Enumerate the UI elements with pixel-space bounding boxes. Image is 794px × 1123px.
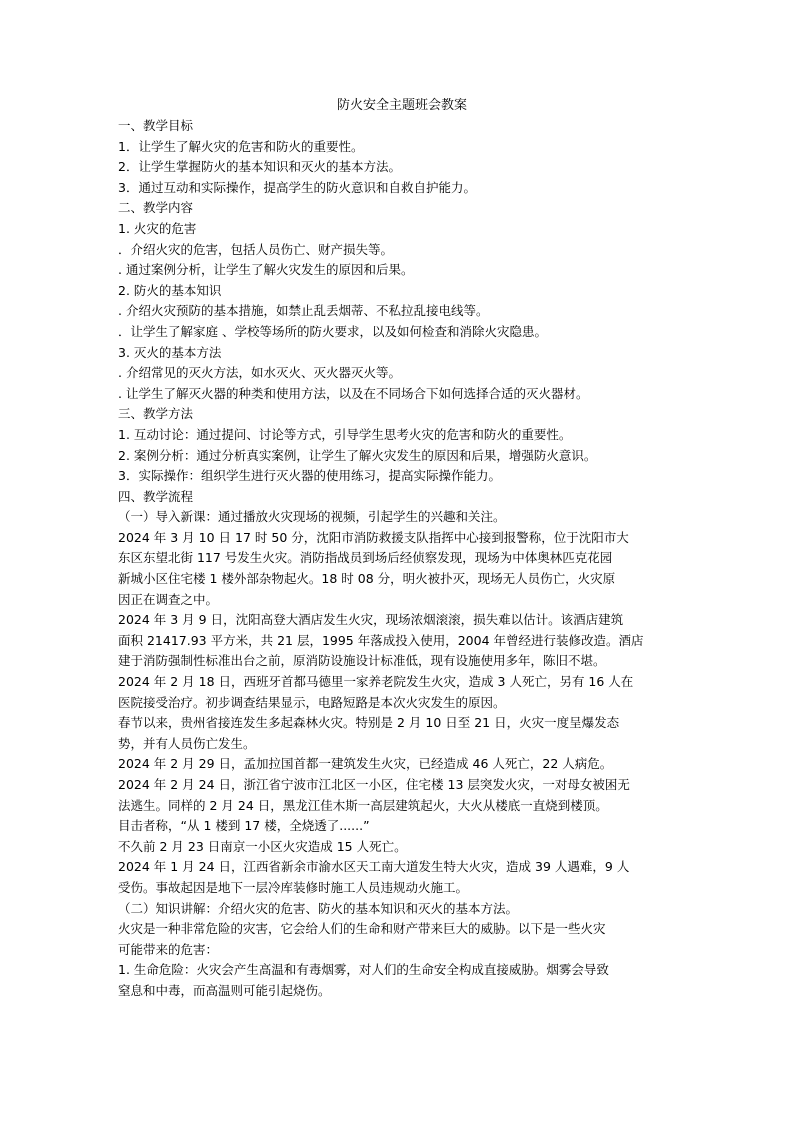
body-line: 1. 生命危险：火灾会产生高温和有毒烟雾，对人们的生命安全构成直接威胁。烟雾会导致 bbox=[118, 962, 609, 978]
body-line: . 介绍常见的灭火方法，如水灭火、灭火器灭火等。 bbox=[118, 365, 401, 381]
body-line: 2024 年 1 月 24 日，江西省新余市渝水区天工南大道发生特大火灾，造成 39 人遇难，9 人 bbox=[118, 859, 630, 875]
body-line: 医院接受治疗。初步调查结果显示，电路短路是本次火灾发生的原因。 bbox=[118, 694, 506, 710]
body-line: 法逃生。同样的 2 月 24 日，黑龙江佳木斯一高层建筑起火，大火从楼底一直烧到楼顶。 bbox=[118, 797, 608, 813]
body-line: 2024 年 2 月 29 日，孟加拉国首都一建筑发生火灾，已经造成 46 人死亡，22 人病危。 bbox=[118, 756, 613, 772]
body-line: 东区东望北街 117 号发生火灾。消防指战员到场后经侦察发现，现场为中体奥林匹克花园 bbox=[118, 550, 613, 566]
body-line: 面积 21417.93 平方米，共 21 层，1995 年落成投入使用，2004 年曾经进行装修改造。酒店 bbox=[118, 632, 644, 648]
body-line: 一、教学目标 bbox=[118, 118, 194, 133]
body-line: 3．通过互动和实际操作，提高学生的防火意识和自救自护能力。 bbox=[118, 179, 476, 195]
body-line: ．让学生了解家庭 、学校等场所的防火要求，以及如何检查和消除火灾隐患。 bbox=[118, 323, 547, 339]
body-line: 2．让学生掌握防火的基本知识和灭火的基本方法。 bbox=[118, 159, 401, 175]
body-line: 势，并有人员伤亡发生。 bbox=[118, 735, 256, 751]
body-line: 四、教学流程 bbox=[118, 488, 194, 504]
body-line: 2. 案例分析：通过分析真实案例，让学生了解火灾发生的原因和后果，增强防火意识。 bbox=[118, 447, 597, 463]
body-line: . 介绍火灾预防的基本措施，如禁止乱丢烟蒂、不私拉乱接电线等。 bbox=[118, 303, 489, 319]
body-line: 三、教学方法 bbox=[118, 406, 194, 422]
document-page bbox=[118, 96, 678, 1002]
body-line: 1．让学生了解火灾的危害和防火的重要性。 bbox=[118, 138, 364, 154]
body-line: 春节以来，贵州省接连发生多起森林火灾。特别是 2 月 10 日至 21 日，火灾一度呈爆发态 bbox=[118, 715, 620, 731]
body-line: （二）知识讲解：介绍火灾的危害、防火的基本知识和灭火的基本方法。 bbox=[118, 900, 519, 916]
body-line: 火灾是一种非常危险的灾害，它会给人们的生命和财产带来巨大的威胁。以下是一些火灾 bbox=[118, 921, 606, 937]
document-body bbox=[118, 116, 678, 1002]
body-line: 二、教学内容 bbox=[118, 200, 194, 216]
body-line: 1. 互动讨论：通过提问、讨论等方式，引导学生思考火灾的危害和防火的重要性。 bbox=[118, 426, 572, 442]
body-line: ．介绍火灾的危害，包括人员伤亡、财产损失等。 bbox=[118, 241, 394, 257]
body-line: （一）导入新课：通过播放火灾现场的视频，引起学生的兴趣和关注。 bbox=[118, 509, 506, 525]
body-line: . 通过案例分析，让学生了解火灾发生的原因和后果。 bbox=[118, 262, 414, 278]
body-line: 3．实际操作：组织学生进行灭火器的使用练习，提高实际操作能力。 bbox=[118, 468, 501, 484]
body-line: 2024 年 2 月 18 日，西班牙首都马德里一家养老院发生火灾，造成 3 人死亡，另有 16 人在 bbox=[118, 674, 634, 690]
body-line: . 让学生了解灭火器的种类和使用方法，以及在不同场合下如何选择合适的灭火器材。 bbox=[118, 385, 589, 401]
body-line: 建于消防强制性标准出台之前，原消防设施设计标准低，现有设施使用多年，陈旧不堪。 bbox=[118, 653, 606, 669]
body-line: 2024 年 2 月 24 日，浙江省宁波市江北区一小区，住宅楼 13 层突发火灾，一对母女被困无 bbox=[118, 777, 630, 792]
body-line: 2024 年 3 月 9 日，沈阳高登大酒店发生火灾，现场浓烟滚滚，损失难以估计。该酒店建筑 bbox=[118, 612, 624, 628]
body-line: 受伤。事故起因是地下一层冷库装修时施工人员违规动火施工。 bbox=[118, 879, 469, 895]
body-line: 因正在调查之中。 bbox=[118, 591, 219, 607]
body-line: 窒息和中毒，而高温则可能引起烧伤。 bbox=[118, 982, 331, 998]
body-line: 1. 火灾的危害 bbox=[118, 220, 197, 236]
document-title: 防火安全主题班会教案 bbox=[336, 98, 467, 113]
body-line: 2024 年 3 月 10 日 17 时 50 分，沈阳市消防救援支队指挥中心接到报警称，位于沈阳市大 bbox=[118, 529, 629, 545]
body-line: 可能带来的危害： bbox=[118, 941, 219, 957]
body-line: 目击者称，“从 1 楼到 17 楼，全烧透了......” bbox=[118, 818, 370, 834]
body-line: 新城小区住宅楼 1 楼外部杂物起火。18 时 08 分，明火被扑灭，现场无人员伤亡，火灾原 bbox=[118, 571, 616, 587]
body-line: 2. 防火的基本知识 bbox=[118, 282, 222, 298]
body-line: 3. 灭火的基本方法 bbox=[118, 344, 222, 360]
body-line: 不久前 2 月 23 日南京一小区火灾造成 15 人死亡。 bbox=[118, 838, 407, 854]
